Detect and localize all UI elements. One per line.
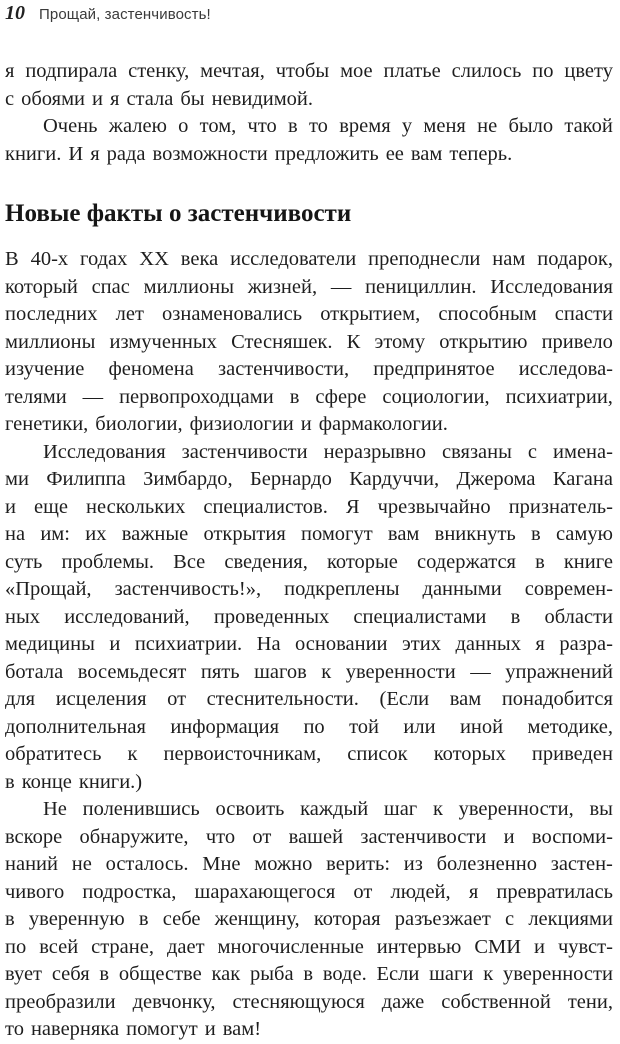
text-line: книги. И я рада возможности предложить ее вам теперь. [5, 142, 513, 165]
running-head [5, 2, 211, 24]
text-line: преобразили девчонку, стесняющуюся даже собственной тени, [5, 990, 613, 1013]
paragraph [5, 246, 613, 439]
text-line: я подпирала стенку, мечтая, чтобы мое платье слилось по цвету [5, 60, 613, 82]
text-line: В 40-х годах XX века исследователи преподнесли нам подарок, [5, 248, 613, 270]
paragraph [5, 113, 613, 168]
paragraph [5, 58, 613, 113]
section-text [5, 246, 613, 1044]
text-line: суть проблемы. Все сведения, которые содержатся в книге [5, 550, 613, 573]
text-line: изучение феномена застенчивости, предпринятое исследова- [5, 358, 613, 380]
text-line: ных исследований, проведенных специалистами в области [5, 605, 613, 628]
text-line: вует себя в обществе как рыба в воде. Если шаги к уверенности [5, 963, 613, 985]
paragraph [5, 796, 613, 1044]
text-line: в конце книги.) [5, 770, 143, 793]
text-line: то наверняка помогут и вам! [5, 1018, 262, 1040]
text-line: и еще нескольких специалистов. Я чрезвычайно признатель- [5, 495, 613, 518]
text-line: который спас миллионы жизней, — пенициллин. Исследования [5, 275, 613, 298]
text-line: телями — первопроходцами в сфере социологии, психиатрии, [5, 385, 613, 408]
text-line: генетики, биологии, физиологии и фармакологии. [5, 413, 448, 435]
text-line: ми Филиппа Зимбардо, Бернардо Кардуччи, Джерома Кагана [5, 468, 613, 490]
intro-text [5, 58, 613, 168]
section-heading: Новые факты о застенчивости [5, 200, 352, 227]
text-line: «Прощай, застенчивость!», подкреплены данными современ- [5, 578, 613, 600]
text-line: ботала восемьдесят пять шагов к уверенности — упражнений [5, 660, 613, 683]
text-line: с обоями и я стала бы невидимой. [5, 87, 314, 110]
text-line: на им: их важные открытия помогут вам вникнуть в самую [5, 523, 613, 545]
text-line: медицины и психиатрии. На основании этих данных я разра- [5, 633, 613, 655]
text-line: для исцеления от стеснительности. (Если вам понадобится [5, 688, 613, 710]
text-line: Не поленившись освоить каждый шаг к уверенности, вы [43, 798, 613, 820]
text-line: обратитесь к первоисточникам, список которых приведен [5, 743, 613, 765]
running-title: Прощай, застенчивость! [39, 6, 211, 23]
text-line: последних лет ознаменовались открытием, способным спасти [5, 303, 613, 325]
paragraph [5, 439, 613, 797]
text-line: наний не осталось. Мне можно верить: из болезненно застен- [5, 853, 613, 875]
page-number: 10 [5, 2, 25, 24]
text-line: вскоре обнаружите, что от вашей застенчивости и воспоми- [5, 825, 613, 848]
text-line: в уверенную в себе женщину, которая разъезжает с лекциями [5, 908, 613, 930]
text-line: Исследования застенчивости неразрывно связаны с имена- [43, 440, 613, 463]
text-line: по всей стране, дает многочисленные интервью СМИ и чувст- [5, 935, 613, 958]
text-line: Очень жалею о том, что в то время у меня не было такой [43, 115, 613, 137]
text-line: миллионы измученных Стесняшек. К этому открытию привело [5, 330, 613, 353]
text-line: чивого подростка, шарахающегося от людей, я превратилась [5, 880, 613, 903]
text-line: дополнительная информация по той или иной методике, [5, 715, 613, 738]
